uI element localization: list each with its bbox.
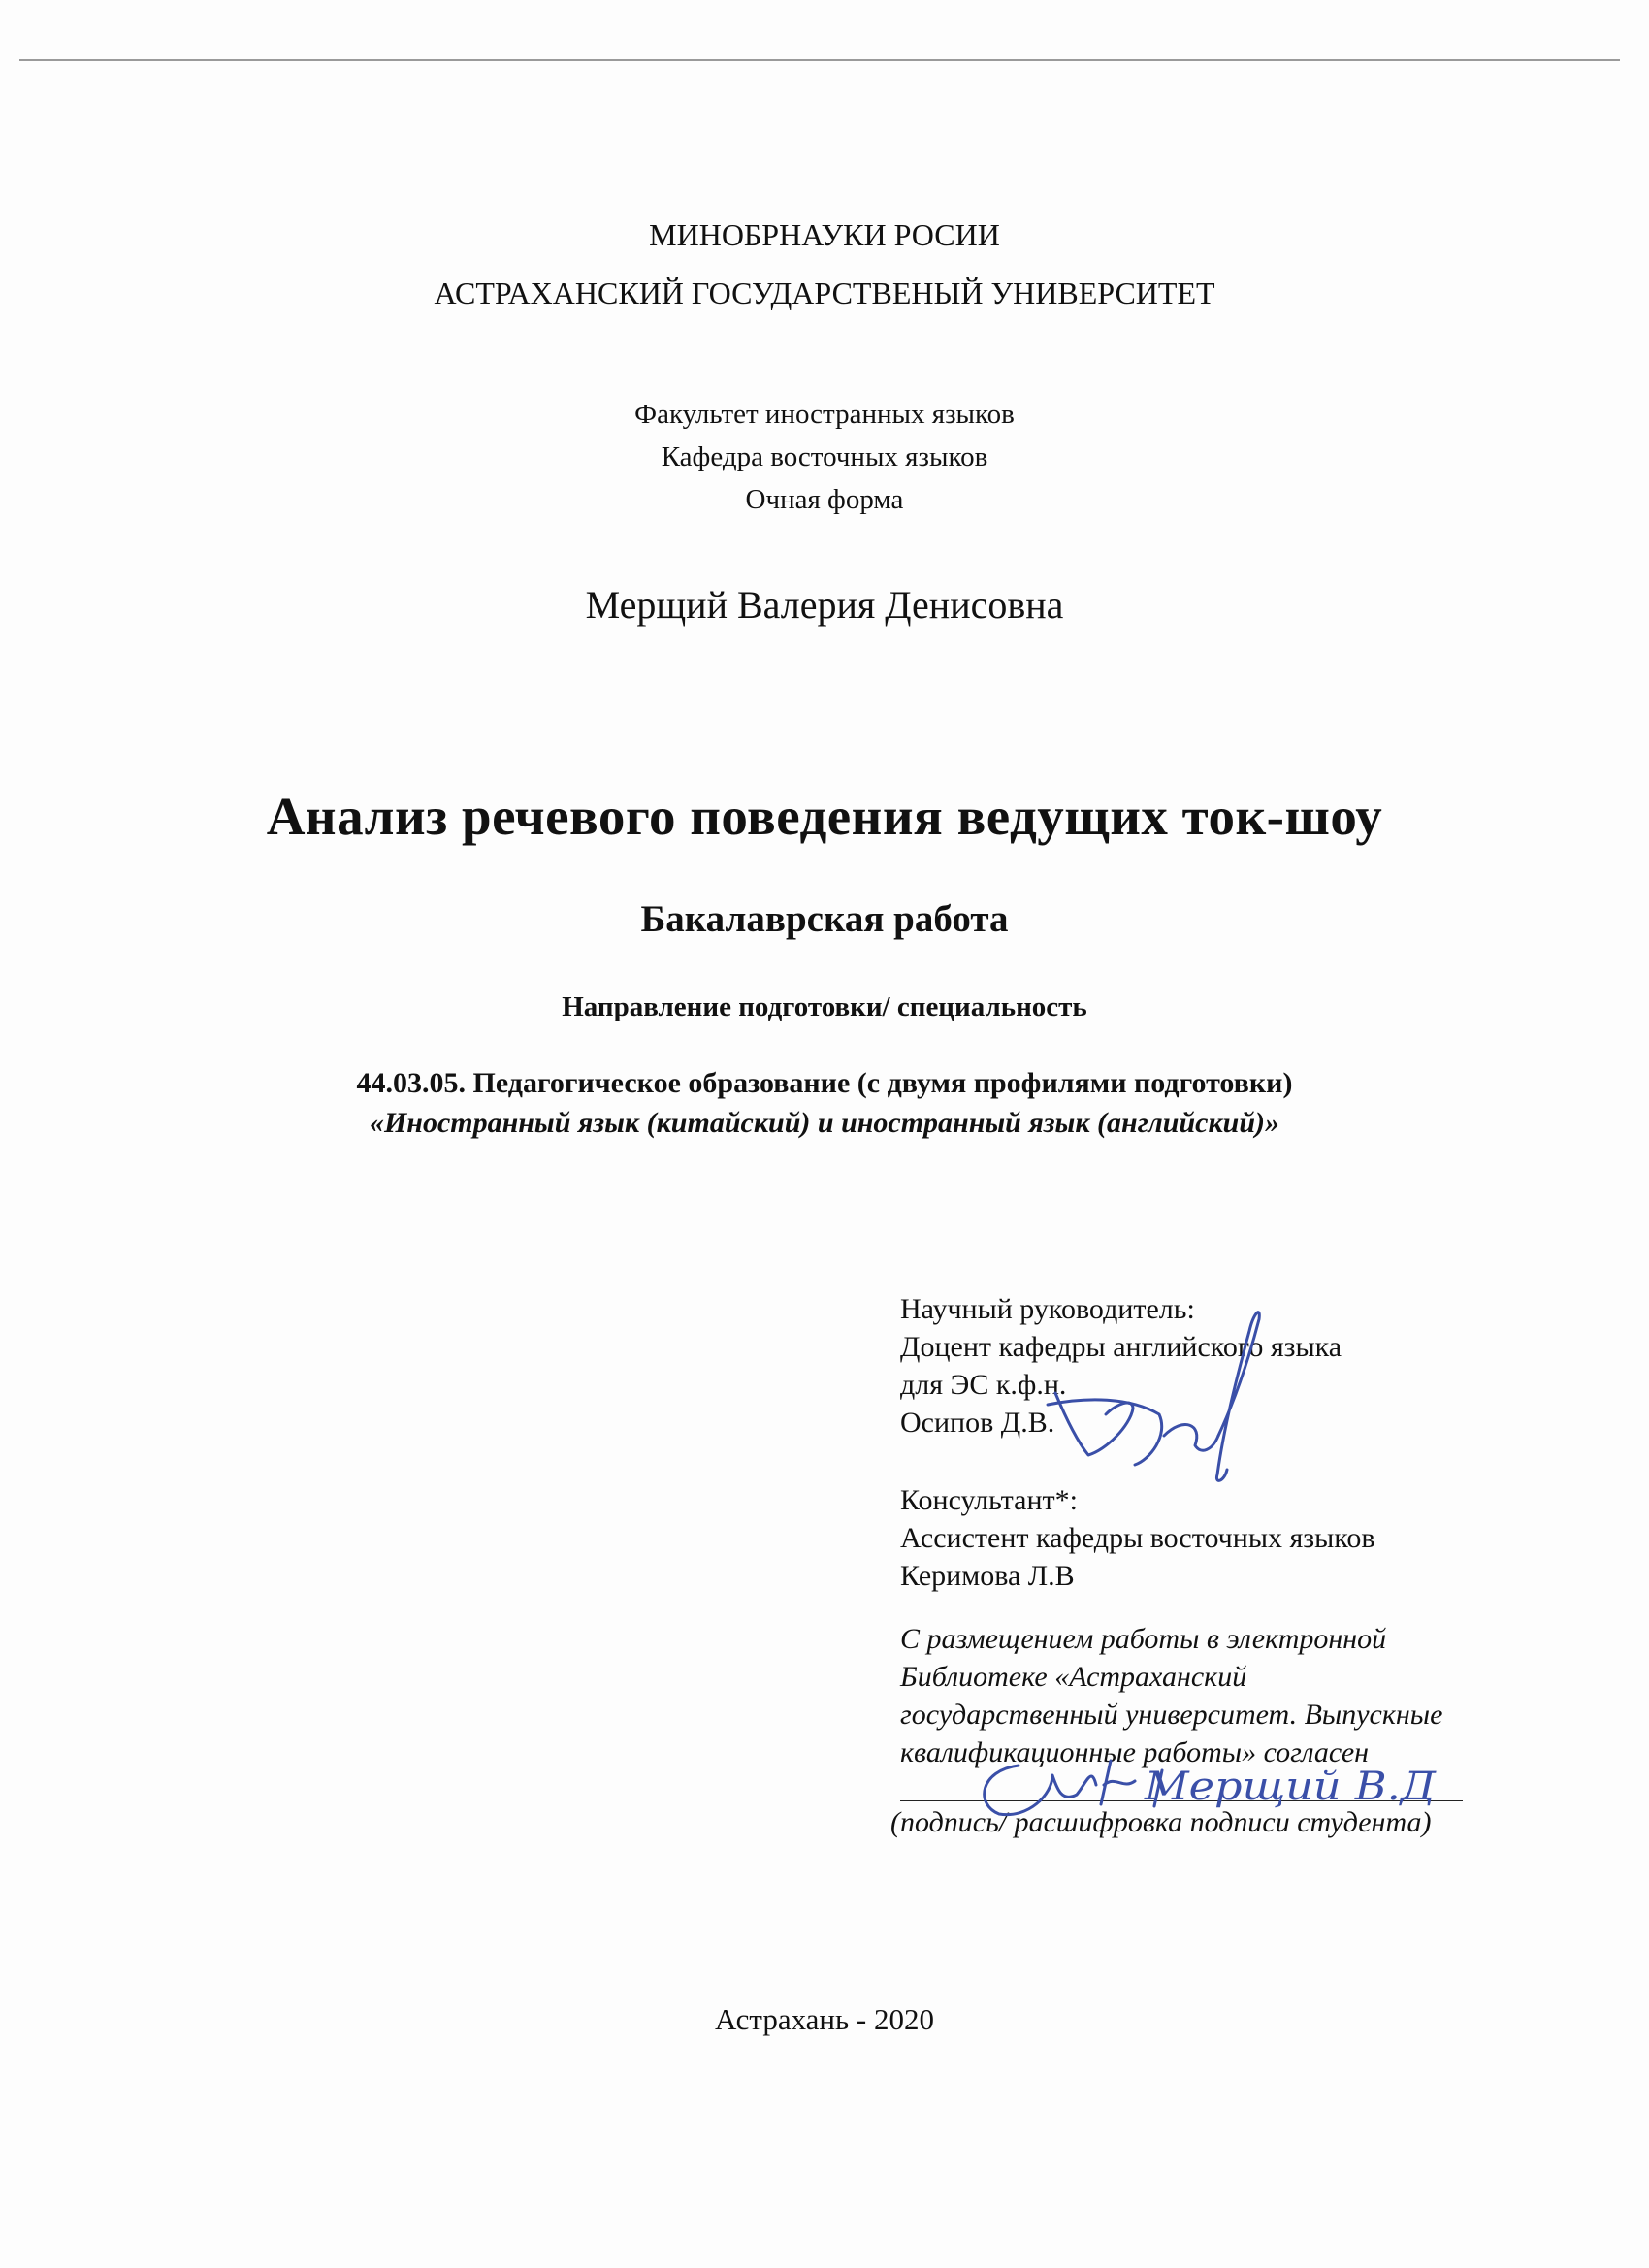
- signature-caption: (подпись/ расшифровка подписи студента): [890, 1806, 1432, 1838]
- consent-line: С размещением работы в электронной: [900, 1623, 1387, 1655]
- specialty-profile: «Иностранный язык (китайский) и иностранный язык (английский)»: [369, 1107, 1280, 1139]
- consent-line: квалификационные работы» согласен: [900, 1736, 1370, 1768]
- consultant-name: Керимова Л.В: [900, 1560, 1075, 1592]
- study-form: Очная форма: [745, 484, 904, 515]
- supervisor-degree: для ЭС к.ф.н.: [900, 1369, 1067, 1401]
- signature-line: [900, 1800, 1463, 1801]
- city-year: Астрахань - 2020: [715, 2002, 934, 2036]
- consent-line: государственный университет. Выпускные: [900, 1699, 1443, 1731]
- faculty-block: [0, 393, 1649, 521]
- consultant-heading: Консультант*:: [900, 1484, 1078, 1516]
- university-name: АСТРАХАНСКИЙ ГОСУДАРСТВЕНЫЙ УНИВЕРСИТЕТ: [434, 275, 1215, 310]
- supervisor-name: Осипов Д.В.: [900, 1407, 1055, 1439]
- consent-line: Библиотеке «Астраханский: [900, 1661, 1247, 1693]
- supervisor-heading: Научный руководитель:: [900, 1293, 1195, 1325]
- student-handwritten-name: Мерщий В.Д: [1143, 1765, 1438, 1809]
- thesis-title: Анализ речевого поведения ведущих ток-шоу: [266, 787, 1383, 846]
- consultant-block: [900, 1481, 1375, 1595]
- faculty-name: Факультет иностранных языков: [634, 399, 1015, 430]
- supervisor-block: [900, 1290, 1342, 1442]
- department-name: Кафедра восточных языков: [661, 441, 988, 472]
- specialty-code: 44.03.05. Педагогическое образование (с двумя профилями подготовки): [356, 1067, 1293, 1099]
- author-name: Мерщий Валерия Денисовна: [585, 583, 1064, 627]
- work-type: Бакалаврская работа: [640, 898, 1009, 940]
- ministry-name: МИНОБРНАУКИ РОСИИ: [649, 217, 1000, 252]
- consent-block: [900, 1620, 1442, 1771]
- top-scan-rule: [19, 59, 1620, 61]
- supervisor-position: Доцент кафедры английского языка: [900, 1331, 1342, 1363]
- direction-label: Направление подготовки/ специальность: [562, 991, 1087, 1022]
- consultant-position: Ассистент кафедры восточных языков: [900, 1522, 1375, 1554]
